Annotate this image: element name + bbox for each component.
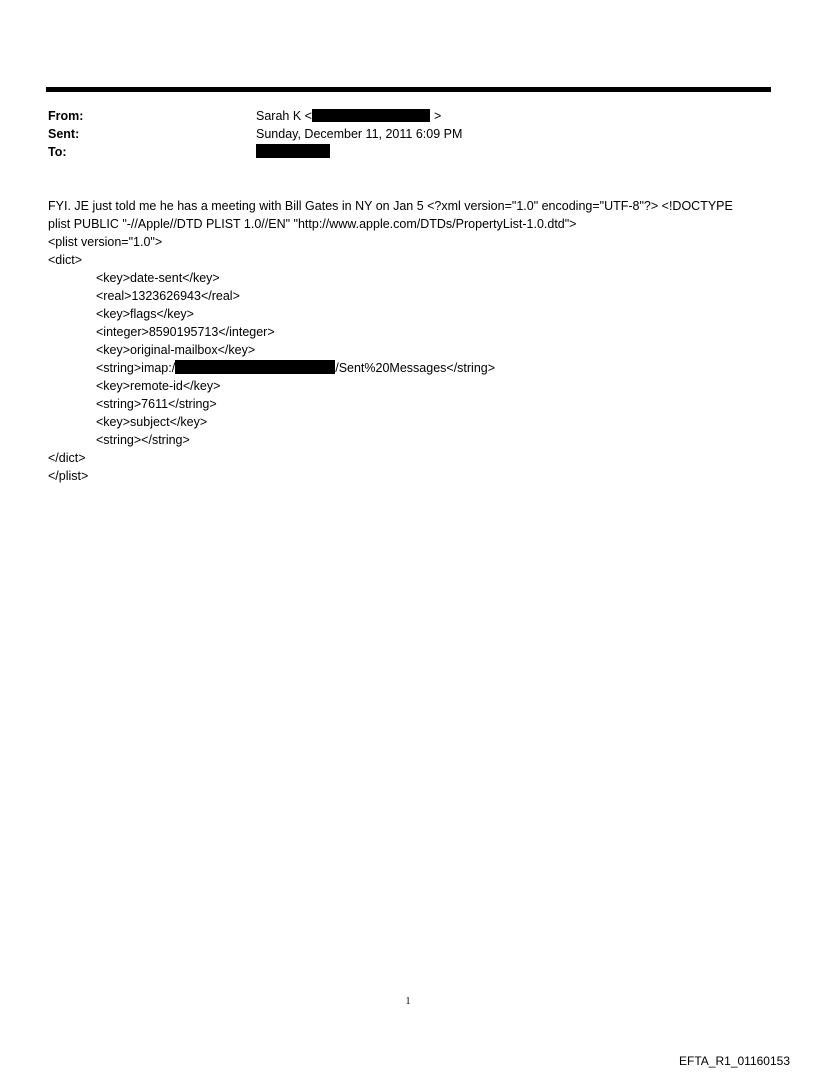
dict-open: <dict>	[48, 253, 83, 267]
email-body	[48, 197, 768, 485]
plist-open: <plist version="1.0">	[48, 235, 163, 249]
plist-value: <string></string>	[96, 433, 190, 447]
to-label: To:	[48, 145, 67, 159]
body-line: plist PUBLIC "-//Apple//DTD PLIST 1.0//EN" "http://www.apple.com/DTDs/PropertyList-1.0.dtd">	[48, 217, 577, 231]
redaction-block	[256, 144, 330, 158]
mailbox-suffix: /Sent%20Messages</string>	[335, 361, 496, 375]
from-name: Sarah K <	[256, 109, 312, 123]
plist-close: </plist>	[48, 469, 89, 483]
sent-label: Sent:	[48, 127, 80, 141]
bates-number: EFTA_R1_01160153	[679, 1054, 790, 1068]
page-number: 1	[405, 996, 411, 1007]
from-value	[256, 108, 441, 125]
plist-value: <integer>8590195713</integer>	[96, 325, 275, 339]
plist-key: <key>original-mailbox</key>	[96, 343, 256, 357]
mailbox-prefix: <string>imap:/	[96, 361, 176, 375]
plist-value: <real>1323626943</real>	[96, 289, 240, 303]
plist-key: <key>subject</key>	[96, 415, 208, 429]
header-rule	[46, 87, 771, 92]
from-close: >	[433, 109, 442, 123]
dict-close: </dict>	[48, 451, 86, 465]
plist-value	[48, 359, 768, 377]
plist-key: <key>flags</key>	[96, 307, 194, 321]
to-value	[256, 144, 330, 161]
redaction-block	[312, 109, 430, 122]
plist-key: <key>date-sent</key>	[96, 271, 220, 285]
sent-value: Sunday, December 11, 2011 6:09 PM	[256, 127, 463, 141]
plist-value: <string>7611</string>	[96, 397, 217, 411]
body-line: FYI. JE just told me he has a meeting with Bill Gates in NY on Jan 5 <?xml version="1.0" encoding="UTF-8"?> <!DOCTYPE	[48, 199, 733, 213]
plist-key: <key>remote-id</key>	[96, 379, 221, 393]
redaction-block	[175, 360, 335, 374]
from-label: From:	[48, 109, 84, 123]
